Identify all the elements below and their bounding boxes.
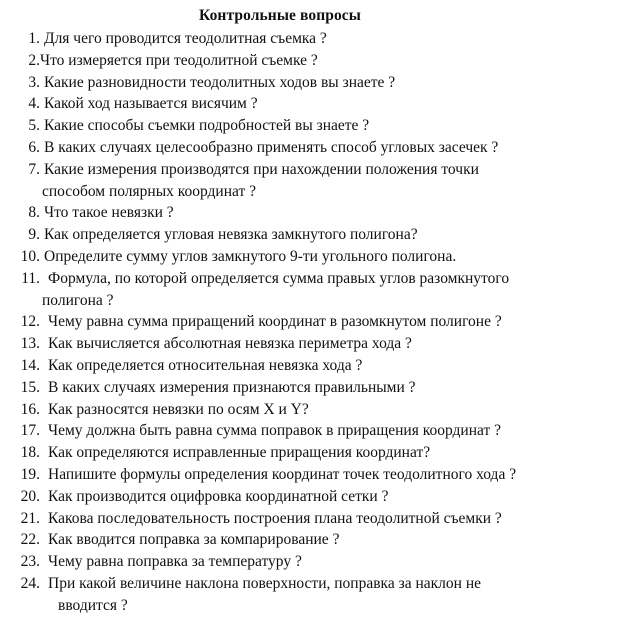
question-text: Какой ход называется висячим ? bbox=[44, 95, 258, 113]
question-item-6 bbox=[0, 137, 624, 159]
question-number: 5. bbox=[28, 117, 40, 135]
question-number: 18. bbox=[20, 444, 40, 462]
question-text: Как вычисляется абсолютная невязка периметра хода ? bbox=[48, 335, 412, 353]
question-item-18 bbox=[0, 442, 624, 464]
question-item-20 bbox=[0, 486, 624, 508]
question-number: 24. bbox=[20, 574, 40, 592]
question-text: Для чего проводится теодолитная съемка ? bbox=[44, 30, 327, 47]
question-number: 22. bbox=[20, 531, 40, 549]
question-number: 10. bbox=[20, 247, 40, 265]
question-number: 12. bbox=[20, 313, 40, 331]
question-text: В каких случаях целесообразно применять способ угловых засечек ? bbox=[44, 138, 499, 156]
question-text: Определите сумму углов замкнутого 9-ти угольного полигона. bbox=[44, 247, 457, 265]
question-number: 7. bbox=[28, 160, 40, 178]
question-text: Как разносятся невязки по осям X и Y? bbox=[48, 400, 309, 418]
question-item-22 bbox=[0, 529, 624, 551]
question-text: Как вводится поправка за компарирование ? bbox=[48, 531, 340, 549]
question-number: 11. bbox=[21, 269, 40, 287]
question-number: 19. bbox=[20, 465, 40, 483]
question-text: Как определяется угловая невязка замкнутого полигона? bbox=[44, 226, 418, 244]
question-text: Напишите формулы определения координат точек теодолитного хода ? bbox=[48, 465, 517, 483]
question-text: Что измеряется при теодолитной съемке ? bbox=[40, 51, 318, 69]
question-item-21 bbox=[0, 508, 624, 530]
question-number: 17. bbox=[20, 422, 40, 440]
question-number: 8. bbox=[28, 204, 40, 222]
question-number: 2. bbox=[28, 51, 40, 69]
question-text: В каких случаях измерения признаются правильными ? bbox=[48, 378, 416, 396]
question-number: 20. bbox=[20, 487, 40, 505]
question-text: Чему должна быть равна сумма поправок в приращения координат ? bbox=[48, 422, 501, 440]
question-text: Какие разновидности теодолитных ходов вы знаете ? bbox=[44, 73, 396, 91]
question-text-continuation: полигона ? bbox=[42, 291, 114, 309]
question-list bbox=[0, 28, 624, 617]
question-text: Как определяется относительная невязка хода ? bbox=[48, 356, 363, 374]
question-item-19 bbox=[0, 464, 624, 486]
question-number: 14. bbox=[20, 356, 40, 374]
question-item-8 bbox=[0, 202, 624, 224]
question-number: 4. bbox=[28, 95, 40, 113]
question-text: Формула, по которой определяется сумма правых углов разомкнутого bbox=[48, 269, 510, 287]
question-item-4 bbox=[0, 93, 624, 115]
question-number: 3. bbox=[28, 73, 40, 91]
question-text: Какова последовательность построения плана теодолитной съемки ? bbox=[48, 509, 502, 527]
question-number: 21. bbox=[20, 509, 40, 527]
question-item-10 bbox=[0, 246, 624, 268]
question-item-17 bbox=[0, 420, 624, 442]
page-title: Контрольные вопросы bbox=[199, 7, 361, 24]
question-item-7 bbox=[0, 159, 624, 203]
question-item-24 bbox=[0, 573, 624, 617]
question-item-9 bbox=[0, 224, 624, 246]
question-number: 15. bbox=[20, 378, 40, 396]
question-item-3 bbox=[0, 72, 624, 94]
question-text: Что такое невязки ? bbox=[44, 204, 174, 222]
question-number: 1. bbox=[28, 30, 40, 47]
question-text: При какой величине наклона поверхности, поправка за наклон не bbox=[48, 574, 482, 592]
question-item-12 bbox=[0, 311, 624, 333]
question-text: Как производится оцифровка координатной сетки ? bbox=[48, 487, 389, 505]
question-number: 23. bbox=[20, 553, 40, 571]
question-item-2 bbox=[0, 50, 624, 72]
question-text-continuation: способом полярных координат ? bbox=[42, 182, 257, 200]
question-number: 16. bbox=[20, 400, 40, 418]
question-text: Как определяются исправленные приращения координат? bbox=[48, 444, 431, 462]
question-item-14 bbox=[0, 355, 624, 377]
question-text: Какие способы съемки подробностей вы знаете ? bbox=[44, 117, 370, 135]
question-text: Чему равна поправка за температуру ? bbox=[48, 553, 302, 571]
question-item-15 bbox=[0, 377, 624, 399]
question-item-23 bbox=[0, 551, 624, 573]
question-item-5 bbox=[0, 115, 624, 137]
question-item-1 bbox=[0, 28, 624, 50]
question-item-11 bbox=[0, 268, 624, 312]
question-text-continuation: вводится ? bbox=[58, 596, 128, 614]
question-item-16 bbox=[0, 399, 624, 421]
question-text: Какие измерения производятся при нахождении положения точки bbox=[44, 160, 479, 178]
question-number: 9. bbox=[28, 226, 40, 244]
question-text: Чему равна сумма приращений координат в разомкнутом полигоне ? bbox=[48, 313, 502, 331]
question-number: 13. bbox=[20, 335, 40, 353]
question-item-13 bbox=[0, 333, 624, 355]
question-number: 6. bbox=[28, 138, 40, 156]
